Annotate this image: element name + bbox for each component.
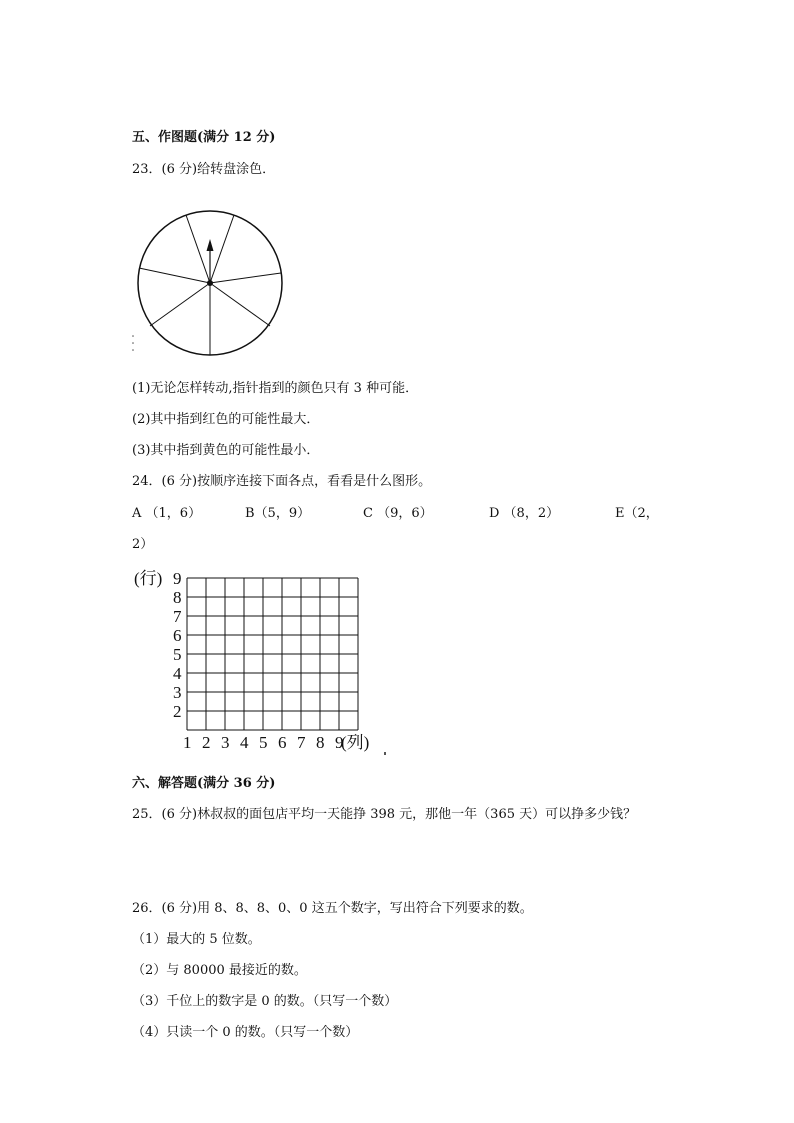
row-axis-label: (行) (134, 569, 163, 588)
section-heading-drawing: 五、作图题(满分 12 分) (132, 130, 276, 145)
question-26-req-2: （2）与 80000 最接近的数。 (132, 963, 307, 978)
margin-dots (132, 335, 134, 351)
point-e: E（2， (615, 506, 659, 521)
x-tick-label: 1 (183, 733, 192, 752)
x-tick-label: 8 (316, 733, 325, 752)
question-25-stem: 25．(6 分)林叔叔的面包店平均一天能挣 398 元，那他一年（365 天）可以挣多少钱？ (132, 807, 637, 822)
x-tick-label: 2 (202, 733, 211, 752)
x-tick-label: 4 (240, 733, 249, 752)
question-24-stem: 24．(6 分)按顺序连接下面各点，看看是什么图形。 (132, 474, 432, 489)
spinner-diagram (130, 206, 290, 361)
point-b: B（5，9） (245, 506, 311, 521)
x-tick-label: 3 (221, 733, 230, 752)
y-tick-label: 8 (173, 588, 182, 607)
point-a: A （1，6） (132, 506, 202, 521)
question-26-req-1: （1）最大的 5 位数。 (132, 932, 261, 947)
x-tick-label: 9 (335, 733, 344, 752)
y-tick-label: 9 (173, 569, 182, 588)
x-tick-label: 5 (259, 733, 268, 752)
y-tick-label: 6 (173, 626, 182, 645)
question-23-req-3: (3)其中指到黄色的可能性最小． (132, 443, 320, 458)
spinner-pointer-icon (207, 239, 214, 286)
point-c: C （9，6） (363, 506, 433, 521)
y-axis-ticks (173, 569, 182, 721)
point-e-continued: 2） (132, 537, 154, 552)
x-axis-ticks (183, 733, 344, 752)
stray-mark (384, 752, 386, 755)
question-23-stem: 23．(6 分)给转盘涂色． (132, 162, 276, 177)
x-tick-label: 6 (278, 733, 287, 752)
x-tick-label: 7 (297, 733, 306, 752)
y-tick-label: 2 (173, 702, 182, 721)
question-26-req-3: （3）千位上的数字是 0 的数。（只写一个数） (132, 994, 398, 1009)
y-tick-label: 5 (173, 645, 182, 664)
question-23-req-1: (1)无论怎样转动,指针指到的颜色只有 3 种可能． (132, 381, 419, 396)
y-tick-label: 3 (173, 683, 182, 702)
section-heading-answers: 六、解答题(满分 36 分) (132, 776, 276, 791)
grid-lines (187, 578, 358, 730)
y-tick-label: 4 (173, 664, 182, 683)
question-26-req-4: （4）只读一个 0 的数。（只写一个数） (132, 1025, 359, 1040)
question-23-req-2: (2)其中指到红色的可能性最大． (132, 412, 320, 427)
coordinate-grid (130, 566, 390, 756)
question-26-stem: 26．(6 分)用 8、8、8、0、0 这五个数字，写出符合下列要求的数。 (132, 901, 533, 916)
col-axis-label: (列) (341, 733, 370, 752)
point-d: D （8，2） (489, 506, 560, 521)
y-tick-label: 7 (173, 607, 182, 626)
